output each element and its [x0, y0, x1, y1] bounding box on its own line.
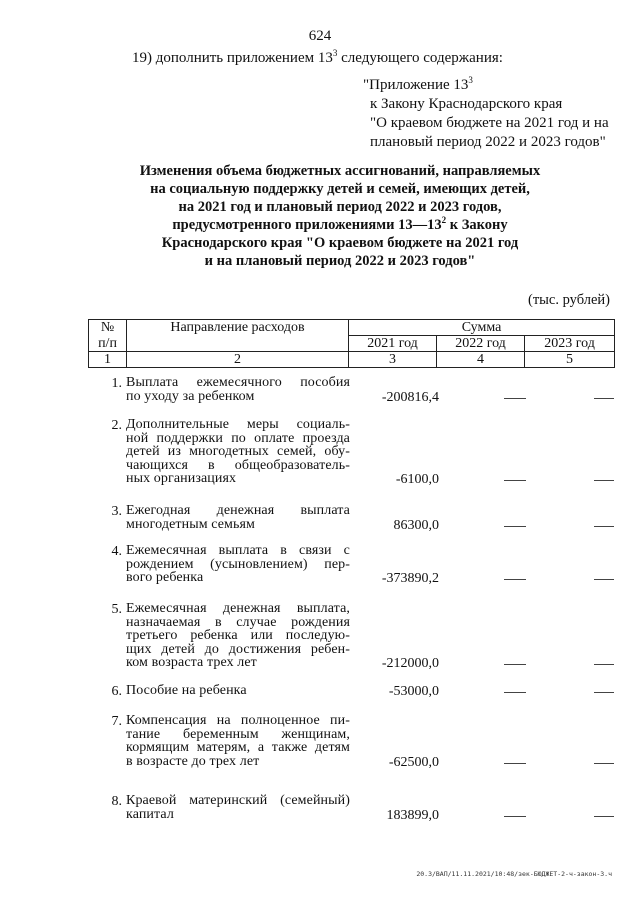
row-dash-2023: [594, 398, 614, 399]
document-heading: [110, 162, 570, 270]
col-number-3: 3: [349, 352, 437, 368]
row-direction-line: Выплата ежемесячного пособия: [126, 375, 350, 390]
row-value-2021: -53000,0: [388, 684, 439, 699]
row-dash-2022: [504, 763, 526, 764]
row-direction: [126, 376, 350, 403]
row-direction-line: назначаемая в случае рождения: [126, 614, 350, 630]
row-direction: [126, 714, 350, 768]
table-row: [88, 684, 614, 698]
row-direction-line: Ежегодная денежная выплата: [126, 503, 350, 518]
appendix-line-2: к Закону Краснодарского края: [370, 96, 563, 112]
row-direction: [126, 504, 350, 531]
col-number-1: 1: [89, 352, 127, 368]
row-value-2021: -6100,0: [395, 472, 439, 487]
col-number-2: 2: [127, 352, 349, 368]
row-direction-line: Ежемесячная денежная выплата,: [126, 601, 350, 616]
units-label: (тыс. рублей): [528, 292, 610, 308]
row-number: 4.: [111, 544, 122, 559]
heading-line-3: на 2021 год и плановый период 2022 и 2023 годов,: [178, 199, 502, 215]
table-row: [88, 418, 614, 486]
row-direction: [126, 794, 350, 821]
row-dash-2023: [594, 579, 614, 580]
row-value-2021: 183899,0: [386, 807, 439, 823]
heading-line-5: Краснодарского края "О краевом бюджете на 2021 год: [161, 235, 519, 251]
row-direction-line: Ежемесячная выплата в связи с: [126, 543, 350, 558]
col-number-5: 5: [525, 352, 615, 368]
row-direction-line: ком возраста трех лет: [126, 655, 257, 670]
intro-text: 19) дополнить приложением 13: [132, 50, 333, 66]
row-dash-2023: [594, 664, 614, 665]
table-row: [88, 714, 614, 768]
row-direction-line: чающихся в общеобразователь-: [126, 457, 350, 473]
table-row: [88, 794, 614, 821]
row-dash-2023: [594, 692, 614, 693]
col-num-header: №: [89, 320, 127, 336]
appendix-sup: 3: [468, 75, 473, 85]
col-sum-header: Сумма: [349, 320, 615, 336]
row-direction-line: вого ребенка: [126, 570, 204, 585]
appendix-line-1: [363, 76, 609, 95]
row-dash-2022: [504, 692, 526, 693]
appendix-line-3: "О краевом бюджете на 2021 год и на: [370, 115, 609, 131]
row-number: 6.: [111, 684, 122, 699]
intro-text-after: следующего содержания:: [337, 50, 503, 66]
row-direction-line: тание беременным женщинам,: [126, 726, 350, 742]
row-dash-2022: [504, 664, 526, 665]
appendix-line-4: плановый период 2022 и 2023 годов": [370, 134, 606, 150]
table-row: [88, 376, 614, 403]
heading-line-6: и на плановый период 2022 и 2023 годов": [204, 253, 476, 269]
row-dash-2022: [504, 526, 526, 527]
heading-line-1: Изменения объема бюджетных ассигнований, направляемых: [139, 163, 541, 179]
row-direction-line: Дополнительные меры социаль-: [126, 417, 350, 432]
col-direction-header-blank: [127, 336, 349, 352]
row-value-2021: -200816,4: [381, 389, 439, 405]
row-direction-line: детей из многодетных семей, обу-: [126, 444, 350, 459]
page-number: 624: [308, 28, 332, 44]
heading-line-4-after: к Закону: [446, 217, 508, 233]
row-direction-line: Пособие на ребенка: [126, 683, 247, 698]
intro-sup: 3: [332, 48, 338, 58]
row-number: 5.: [111, 602, 122, 617]
col-direction-header: Направление расходов: [127, 320, 349, 336]
appendix-title: "Приложение 13: [363, 77, 469, 93]
row-direction-line: Краевой материнский (семейный): [126, 793, 350, 808]
heading-line-2: на социальную поддержку детей и семей, имеющих детей,: [150, 181, 530, 197]
row-direction-line: по уходу за ребенком: [126, 388, 255, 404]
row-direction: [126, 418, 350, 486]
intro-line: [132, 50, 503, 67]
row-dash-2023: [594, 526, 614, 527]
row-dash-2022: [504, 480, 526, 481]
row-number: 1.: [111, 376, 122, 391]
row-number: 8.: [111, 794, 122, 809]
table-row: [88, 504, 614, 531]
row-value-2021: 86300,0: [393, 517, 439, 533]
footer-code: 20.3/ВАП/11.11.2021/10:48/зек-БЮДЖЕТ-2-ч-закон-3.ч: [416, 870, 612, 878]
table-row: [88, 602, 614, 670]
table-row: [88, 544, 614, 585]
row-dash-2022: [504, 579, 526, 580]
row-direction-line: капитал: [126, 806, 174, 822]
row-value-2021: -373890,2: [381, 571, 439, 586]
row-direction-line: рождением (усыновлением) пер-: [126, 556, 350, 572]
row-direction-line: ных организациях: [126, 471, 237, 486]
col-year-2023: 2023 год: [525, 336, 615, 352]
row-number: 3.: [111, 504, 122, 519]
appendix-reference: [363, 76, 609, 152]
row-direction-line: многодетным семьям: [126, 516, 255, 532]
row-direction: [126, 602, 350, 670]
heading-line-4-text: предусмотренного приложениями 13—13: [172, 217, 442, 233]
row-direction: [126, 544, 350, 585]
col-year-2021: 2021 год: [349, 336, 437, 352]
row-direction-line: в возрасте до трех лет: [126, 753, 260, 769]
col-number-4: 4: [437, 352, 525, 368]
row-direction: [126, 684, 350, 698]
heading-line-4: [110, 216, 570, 234]
row-dash-2022: [504, 816, 526, 817]
row-value-2021: -62500,0: [388, 754, 439, 770]
row-dash-2023: [594, 816, 614, 817]
row-direction-line: Компенсация на полноценное пи-: [126, 713, 350, 728]
row-direction-line: кормящим матерям, а также детям: [126, 740, 350, 755]
row-direction-line: третьего ребенка или последую-: [126, 628, 350, 643]
row-number: 7.: [111, 714, 122, 729]
col-year-2022: 2022 год: [437, 336, 525, 352]
row-number: 2.: [111, 418, 122, 433]
row-direction-line: ной поддержки по оплате проезда: [126, 430, 350, 446]
row-direction-line: щих детей до достижения ребен-: [126, 641, 350, 657]
row-dash-2022: [504, 398, 526, 399]
heading-sup: 2: [441, 215, 447, 225]
col-num-header-2: п/п: [89, 336, 127, 352]
table-header: [88, 319, 615, 368]
row-dash-2023: [594, 763, 614, 764]
row-value-2021: -212000,0: [381, 656, 439, 671]
row-dash-2023: [594, 480, 614, 481]
